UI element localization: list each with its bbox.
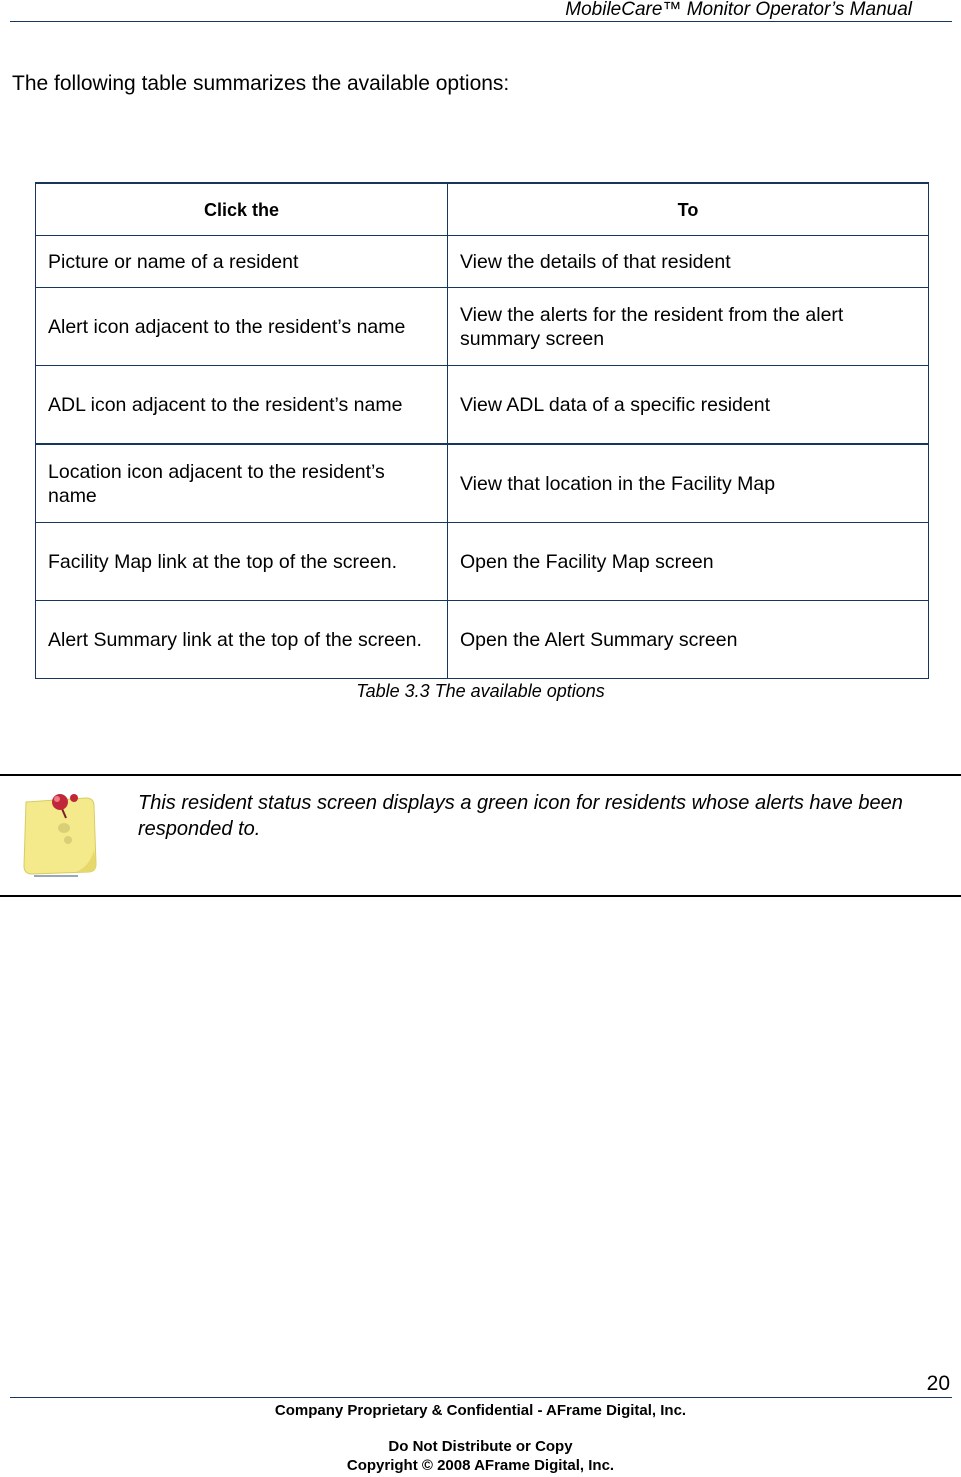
table-cell: Facility Map link at the top of the screen. bbox=[36, 523, 448, 601]
column-header-to: To bbox=[448, 183, 929, 236]
table-caption: Table 3.3 The available options bbox=[356, 681, 605, 701]
footer-copyright: Copyright © 2008 AFrame Digital, Inc. bbox=[346, 1457, 615, 1474]
table-cell: Picture or name of a resident bbox=[36, 236, 448, 288]
pinned-note-icon bbox=[20, 790, 100, 880]
table-row bbox=[36, 523, 929, 601]
table-cell: View the alerts for the resident from the alert summary screen bbox=[448, 288, 929, 366]
note-text: This resident status screen displays a green icon for residents whose alerts have been responded to. bbox=[138, 792, 903, 840]
note-bottom-rule bbox=[0, 895, 961, 897]
note-top-rule bbox=[0, 774, 961, 776]
table-cell: View the details of that resident bbox=[448, 236, 929, 288]
table-row bbox=[36, 366, 929, 445]
table-cell: View ADL data of a specific resident bbox=[448, 366, 929, 445]
table-row bbox=[36, 444, 929, 523]
table-cell: Alert Summary link at the top of the screen. bbox=[36, 601, 448, 679]
table-cell: Alert icon adjacent to the resident’s name bbox=[36, 288, 448, 366]
table-row bbox=[36, 288, 929, 366]
table-cell: Open the Alert Summary screen bbox=[448, 601, 929, 679]
table-cell: ADL icon adjacent to the resident’s name bbox=[36, 366, 448, 445]
page-number: 20 bbox=[926, 1372, 950, 1395]
footer-confidential: Company Proprietary & Confidential - AFrame Digital, Inc. bbox=[274, 1402, 687, 1419]
column-header-click: Click the bbox=[36, 183, 448, 236]
table-header-row bbox=[36, 183, 929, 236]
footer-do-not-distribute: Do Not Distribute or Copy bbox=[388, 1438, 573, 1455]
header-divider bbox=[10, 21, 952, 22]
table-cell: Location icon adjacent to the resident’s name bbox=[36, 444, 448, 523]
intro-paragraph: The following table summarizes the available options: bbox=[12, 72, 510, 95]
table-row bbox=[36, 236, 929, 288]
table-row bbox=[36, 601, 929, 679]
table-cell: Open the Facility Map screen bbox=[448, 523, 929, 601]
table-cell: View that location in the Facility Map bbox=[448, 444, 929, 523]
options-table bbox=[35, 182, 929, 679]
footer-divider bbox=[10, 1397, 952, 1398]
document-header-title: MobileCare™ Monitor Operator’s Manual bbox=[565, 0, 912, 20]
